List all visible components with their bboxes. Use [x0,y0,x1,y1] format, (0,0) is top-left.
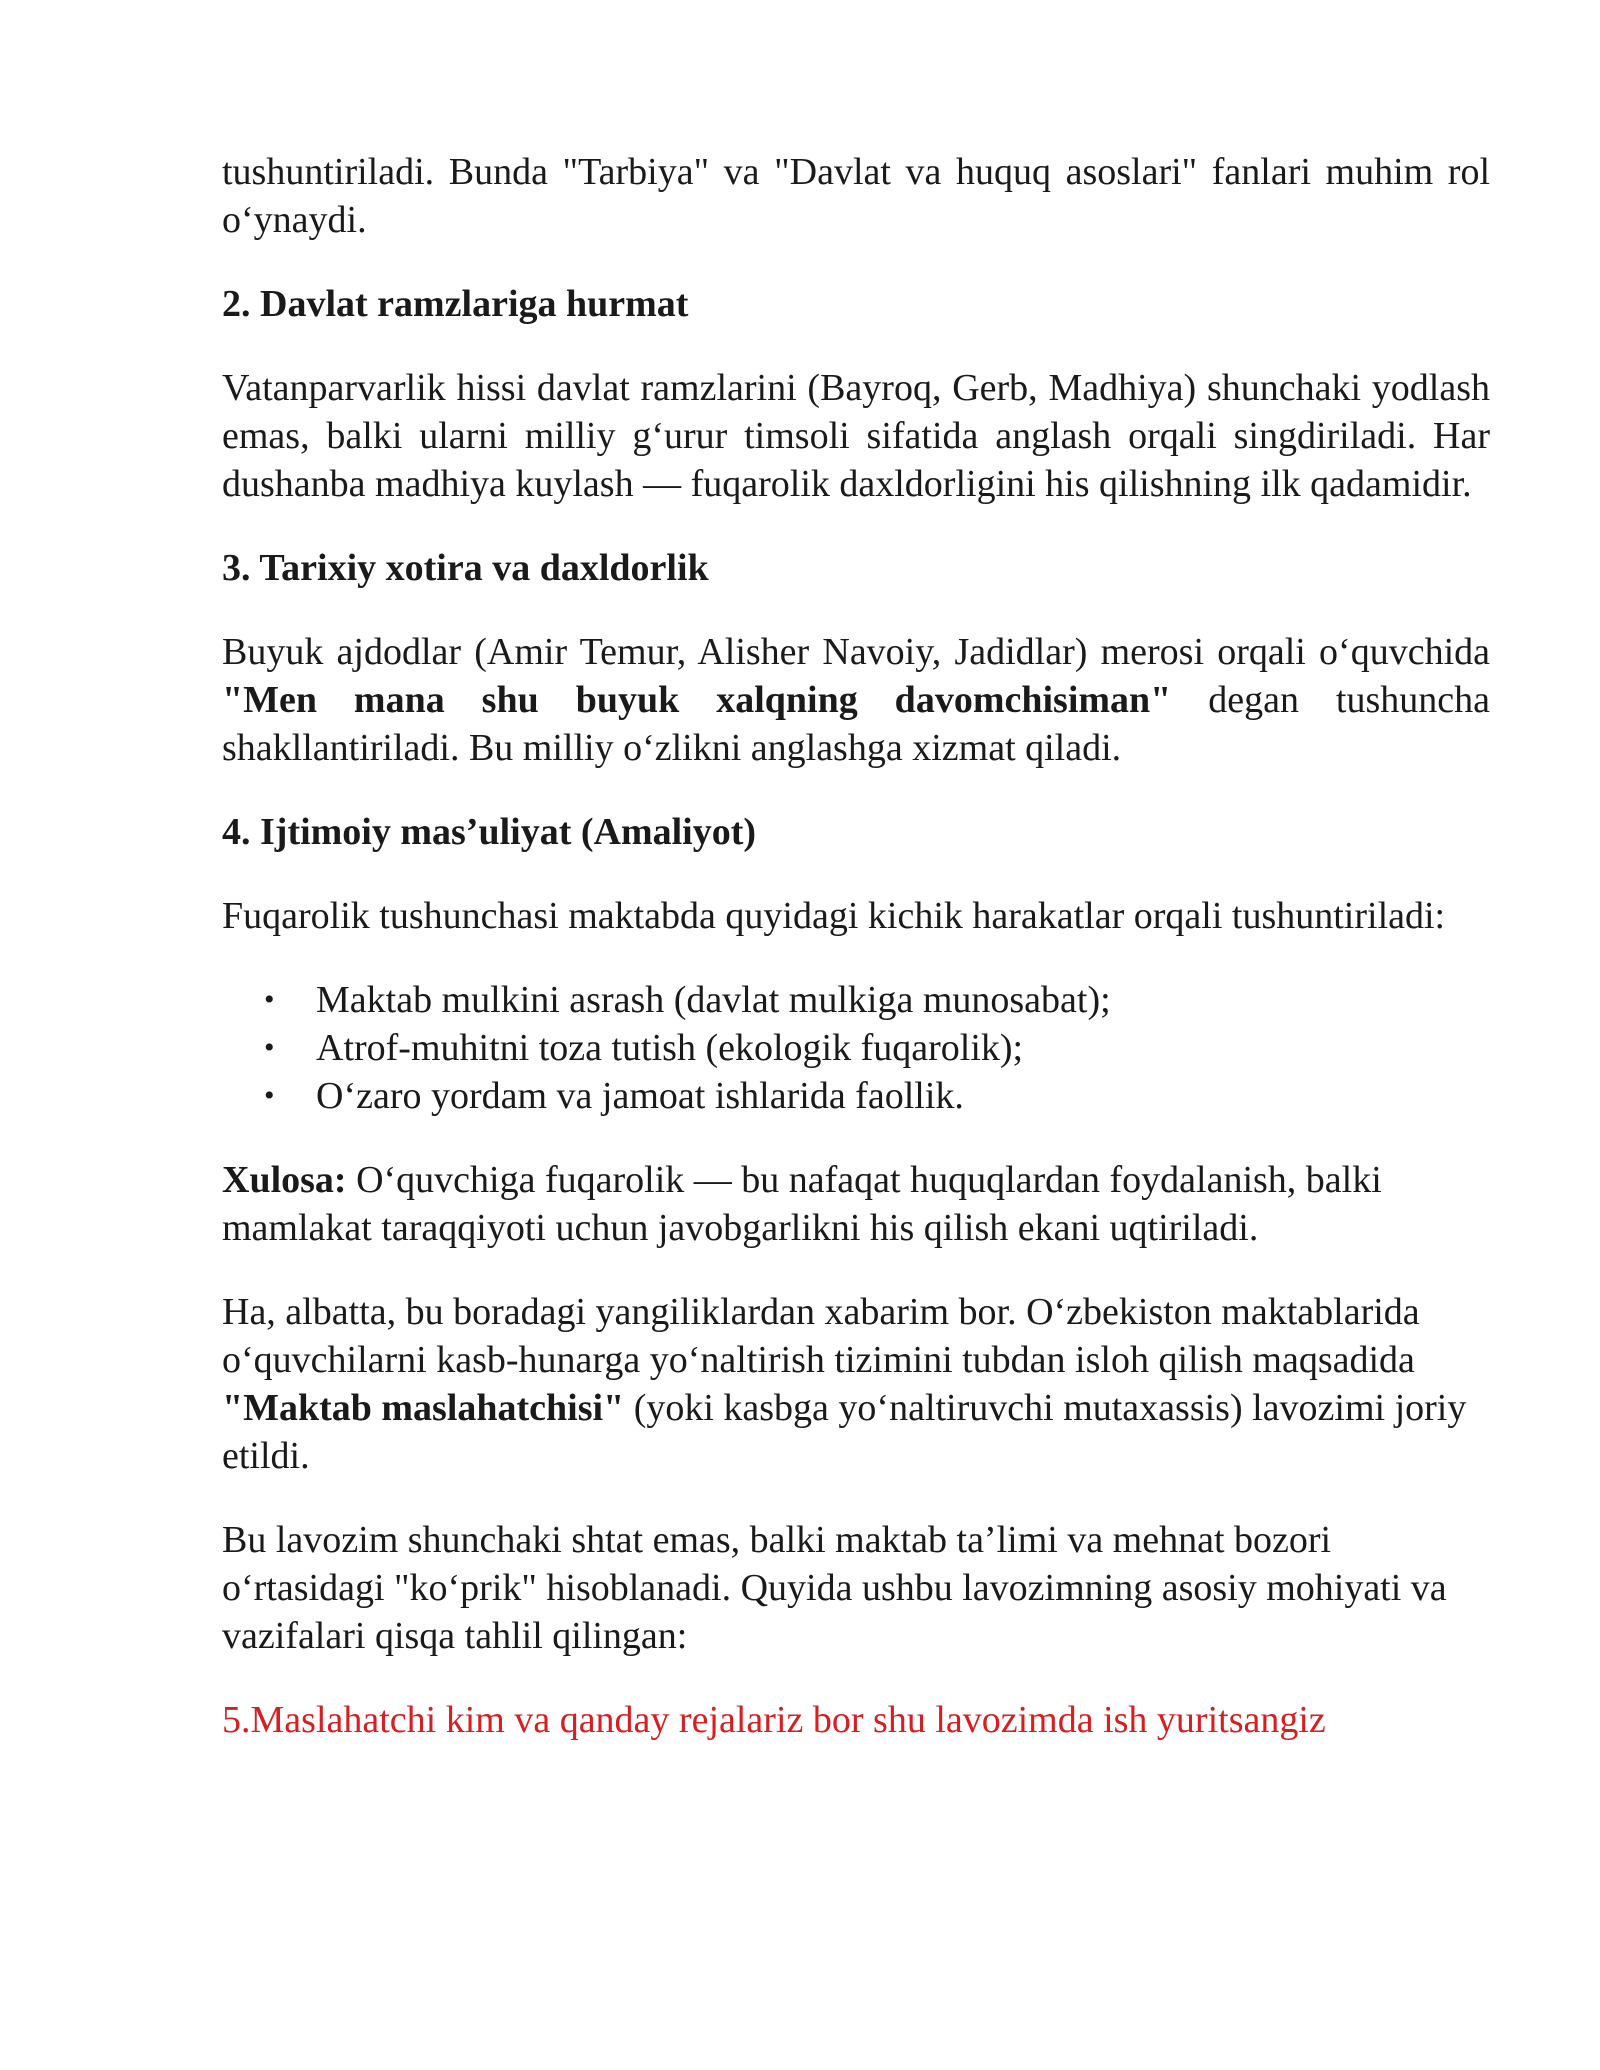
conclusion-label: Xulosa: [222,1159,347,1201]
list-item [264,976,1490,1024]
list-item-text: O‘zaro yordam va jamoat ishlarida faollik. [316,1075,964,1117]
news-role-name: "Maktab maslahatchisi" [222,1387,625,1429]
bullet-icon: • [264,1079,275,1112]
intro-paragraph: tushuntiriladi. Bunda "Tarbiya" va "Davlat va huquq asoslari" fanlari muhim rol o‘ynaydi. [222,151,1490,241]
conclusion-text: O‘quvchiga fuqarolik — bu nafaqat huquqlardan foydalanish, balki mamlakat taraqqiyoti uchun javobgarlikni his qilish ekani uqtiriladi. [222,1159,1382,1249]
news-text-start: Ha, albatta, bu boradagi yangiliklardan xabarim bor. O‘zbekiston maktablarida o‘quvchilarni kasb-hunarga yo‘naltirish tizimini tubdan isloh qilish maqsadida [222,1291,1420,1381]
section-4-heading: 4. Ijtimoiy mas’uliyat (Amaliyot) [222,811,757,853]
section-4-bullet-list [222,976,1490,1120]
section-3-paragraph [222,628,1490,772]
bullet-icon: • [264,1031,275,1064]
conclusion-paragraph [222,1156,1490,1252]
section-3-quote: "Men mana shu buyuk xalqning davomchisiman" [222,679,1172,721]
section-3-text-start: Buyuk ajdodlar (Amir Temur, Alisher Navoiy, Jadidlar) merosi orqali o‘quvchida [222,631,1490,673]
bullet-icon: • [264,983,275,1016]
section-4-paragraph: Fuqarolik tushunchasi maktabda quyidagi kichik harakatlar orqali tushuntiriladi: [222,895,1446,937]
list-item [264,1072,1490,1120]
section-3-text-end: degan tushuncha shakllantiriladi. Bu milliy o‘zlikni anglashga xizmat qiladi. [222,679,1491,769]
section-2-heading: 2. Davlat ramzlariga hurmat [222,283,689,325]
section-3-heading: 3. Tarixiy xotira va daxldorlik [222,547,709,589]
document-page [222,148,1490,1780]
question-line: 5.Maslahatchi kim va qanday rejalariz bor shu lavozimda ish yuritsangiz [222,1699,1326,1741]
list-item-text: Atrof-muhitni toza tutish (ekologik fuqarolik); [316,1027,1024,1069]
news-text-end: (yoki kasbga yo‘naltiruvchi mutaxassis) lavozimi joriy etildi. [222,1387,1467,1477]
section-2-paragraph: Vatanparvarlik hissi davlat ramzlarini (Bayroq, Gerb, Madhiya) shunchaki yodlash emas, balki ularni milliy g‘urur timsoli sifatida anglash orqali singdiriladi. Har dushanba madhiya kuylash — fuqarolik daxldorligini his qilishning ilk qadamidir. [222,367,1490,505]
news-paragraph [222,1288,1490,1480]
list-item [264,1024,1490,1072]
role-paragraph: Bu lavozim shunchaki shtat emas, balki maktab ta’limi va mehnat bozori o‘rtasidagi "ko‘prik" hisoblanadi. Quyida ushbu lavozimning asosiy mohiyati va vazifalari qisqa tahlil qilingan: [222,1519,1447,1657]
list-item-text: Maktab mulkini asrash (davlat mulkiga munosabat); [316,979,1111,1021]
